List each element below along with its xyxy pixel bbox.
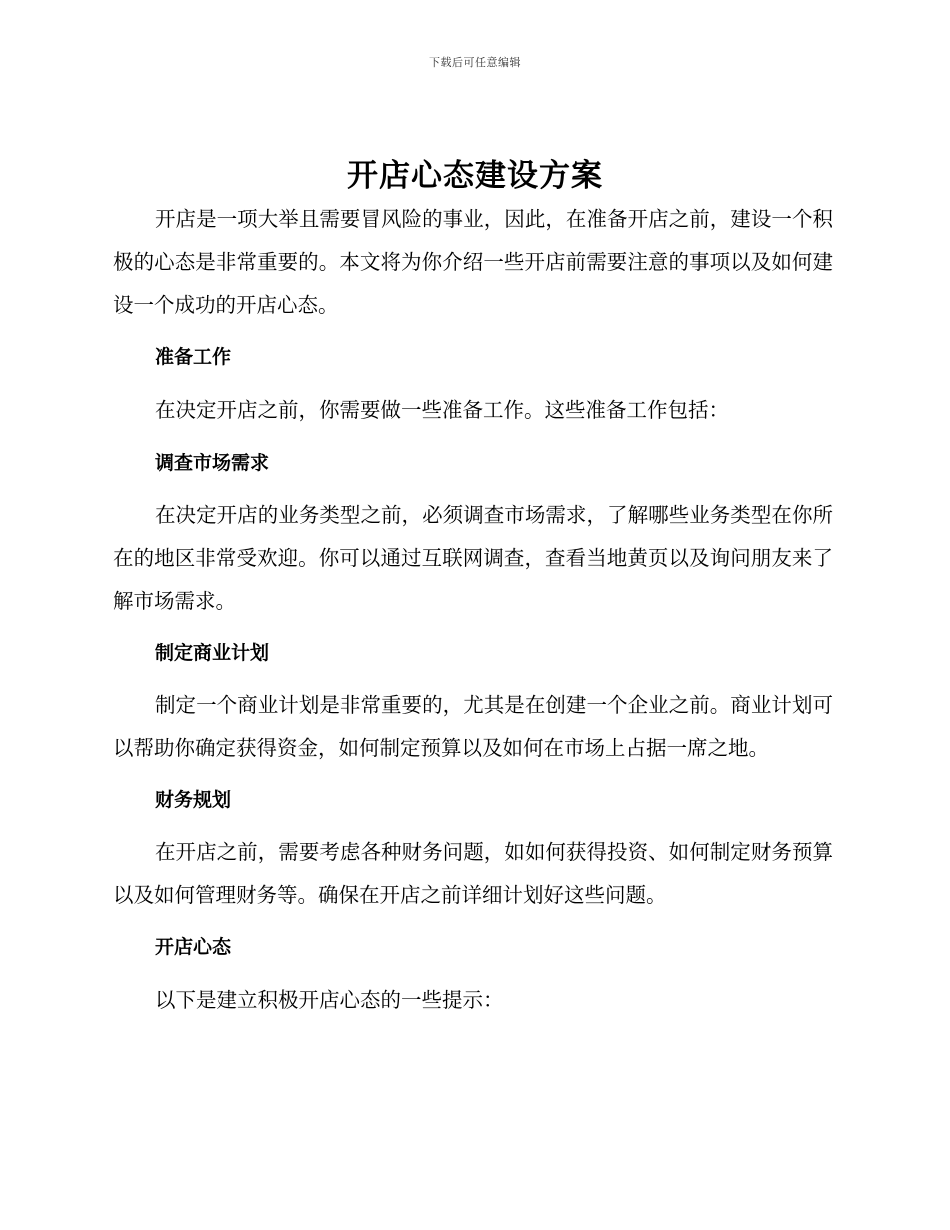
header-note: 下载后可任意编辑 [429, 56, 521, 69]
market-research-paragraph: 在决定开店的业务类型之前，必须调查市场需求，了解哪些业务类型在你所在的地区非常受欢迎。你可以通过互联网调查，查看当地黄页以及询问朋友来了解市场需求。 [113, 503, 833, 613]
section-heading-preparation: 准备工作 [155, 346, 232, 368]
intro-paragraph: 开店是一项大举且需要冒风险的事业，因此，在准备开店之前，建设一个积极的心态是非常重要的。本文将为你介绍一些开店前需要注意的事项以及如何建设一个成功的开店心态。 [113, 207, 833, 317]
document-body [113, 198, 833, 1022]
mindset-paragraph: 以下是建立积极开店心态的一些提示： [155, 988, 504, 1012]
section-heading-financial-planning: 财务规划 [155, 789, 232, 811]
section-heading-business-plan: 制定商业计划 [155, 642, 270, 664]
preparation-paragraph: 在决定开店之前，你需要做一些准备工作。这些准备工作包括： [155, 398, 729, 422]
page-title: 开店心态建设方案 [347, 158, 603, 194]
section-heading-mindset: 开店心态 [155, 936, 232, 958]
financial-planning-paragraph: 在开店之前，需要考虑各种财务问题，如如何获得投资、如何制定财务预算以及如何管理财务等。确保在开店之前详细计划好这些问题。 [113, 840, 833, 907]
business-plan-paragraph: 制定一个商业计划是非常重要的，尤其是在创建一个企业之前。商业计划可以帮助你确定获得资金，如何制定预算以及如何在市场上占据一席之地。 [113, 693, 833, 760]
section-heading-market-research: 调查市场需求 [155, 452, 270, 474]
